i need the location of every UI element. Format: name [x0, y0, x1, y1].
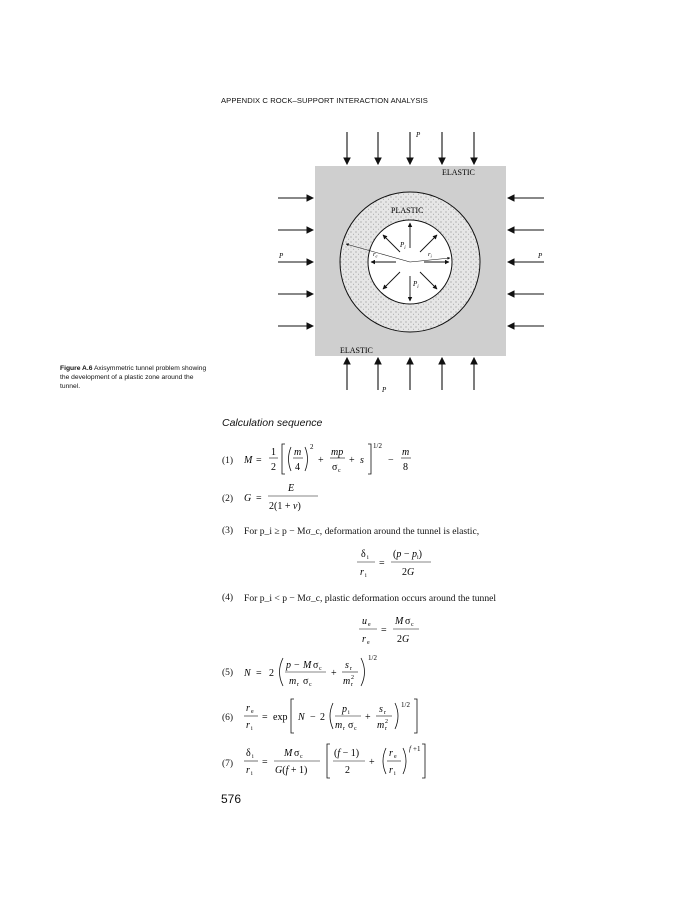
svg-text:mp: mp — [331, 447, 344, 458]
svg-text:=: = — [256, 668, 262, 679]
pi-label-top: $P_i$ — [400, 241, 406, 251]
right-load-arrows — [508, 198, 544, 326]
eq-2-formula — [244, 479, 324, 513]
svg-text:8: 8 — [403, 462, 408, 473]
eq-4-number: (4) — [222, 593, 234, 603]
svg-text:m: m — [335, 720, 343, 731]
svg-text:σ: σ — [332, 462, 338, 473]
svg-text:2: 2 — [310, 443, 314, 451]
svg-text:σ: σ — [294, 748, 300, 759]
eq-2-number: (2) — [222, 494, 234, 504]
eq-5-formula — [244, 650, 394, 690]
bottom-load-arrows — [347, 358, 474, 390]
svg-text:G(f + 1): G(f + 1) — [275, 765, 308, 776]
svg-text:M: M — [303, 660, 312, 671]
running-header: APPENDIX C ROCK–SUPPORT INTERACTION ANALYSIS — [221, 96, 428, 105]
svg-text:2G: 2G — [397, 634, 410, 645]
svg-text:−: − — [388, 455, 394, 466]
svg-text:i: i — [367, 555, 369, 561]
svg-text:2: 2 — [351, 675, 354, 681]
svg-text:M: M — [395, 616, 404, 627]
svg-text:r: r — [384, 710, 386, 716]
svg-text:δ: δ — [246, 748, 251, 759]
elastic-label-bottom: ELASTIC — [340, 346, 373, 355]
svg-text:r: r — [297, 682, 299, 688]
svg-text:=: = — [256, 493, 262, 504]
svg-text:m: m — [402, 447, 410, 458]
svg-text:u: u — [362, 616, 367, 627]
svg-text:σ: σ — [313, 660, 319, 671]
plastic-label: PLASTIC — [391, 206, 424, 215]
svg-text:=: = — [381, 625, 387, 636]
svg-text:=: = — [262, 757, 268, 768]
svg-text:e: e — [251, 709, 254, 715]
svg-text:1/2: 1/2 — [401, 701, 410, 709]
eq-1-number: (1) — [222, 456, 234, 466]
svg-text:(f − 1): (f − 1) — [334, 748, 360, 759]
svg-text:1/2: 1/2 — [373, 442, 382, 450]
re-label: $r_e$ — [373, 251, 378, 259]
svg-text:2(1 + ν): 2(1 + ν) — [269, 501, 301, 512]
svg-text:δ: δ — [361, 549, 366, 560]
p-label-top: P — [416, 131, 421, 139]
svg-text:r: r — [389, 765, 393, 776]
svg-text:r: r — [246, 703, 250, 714]
svg-text:r: r — [389, 748, 393, 759]
svg-text:2: 2 — [269, 668, 274, 679]
svg-text:−: − — [294, 660, 300, 671]
svg-text:m: m — [289, 676, 297, 687]
svg-text:c: c — [300, 754, 303, 760]
eq-4-formula — [357, 612, 437, 646]
left-load-arrows — [278, 198, 313, 326]
svg-text:+1: +1 — [413, 745, 421, 753]
svg-text:=: = — [262, 712, 268, 723]
svg-text:m: m — [294, 447, 302, 458]
svg-text:c: c — [309, 682, 312, 688]
svg-text:σ: σ — [348, 720, 354, 731]
page-number: 576 — [221, 792, 242, 806]
svg-text:=: = — [256, 455, 262, 466]
svg-text:exp: exp — [273, 712, 288, 723]
svg-text:r: r — [362, 634, 366, 645]
p-label-right: P — [538, 252, 543, 260]
svg-text:c: c — [411, 622, 414, 628]
eq-6-formula — [244, 695, 434, 737]
svg-text:r: r — [385, 726, 387, 732]
svg-text:c: c — [354, 726, 357, 732]
svg-text:s: s — [379, 704, 383, 715]
svg-text:M: M — [244, 455, 253, 466]
eq-5-number: (5) — [222, 668, 234, 678]
svg-text:2G: 2G — [402, 567, 415, 578]
figure-caption-text: Axisymmetric tunnel problem showing the development of a plastic zone around the tunnel. — [60, 365, 207, 391]
svg-text:m: m — [377, 720, 385, 731]
figure-number: Figure A.6 — [60, 365, 93, 372]
svg-text:4: 4 — [295, 462, 300, 473]
svg-text:+: + — [331, 668, 337, 679]
eq-3-formula — [355, 545, 435, 579]
svg-text:2: 2 — [271, 462, 276, 473]
svg-text:1: 1 — [271, 447, 276, 458]
svg-text:m: m — [343, 676, 351, 687]
svg-text:E: E — [288, 483, 295, 494]
svg-text:e: e — [394, 754, 397, 760]
svg-text:i: i — [365, 573, 367, 579]
svg-text:i: i — [251, 726, 253, 732]
svg-text:+: + — [349, 455, 355, 466]
tunnel-figure — [270, 126, 560, 396]
svg-text:f: f — [409, 745, 411, 753]
svg-text:e: e — [368, 622, 371, 628]
p-label-left: P — [279, 252, 284, 260]
svg-text:i: i — [252, 754, 254, 760]
figure-caption — [60, 364, 210, 392]
svg-text:2: 2 — [385, 719, 388, 725]
svg-text:r: r — [246, 720, 250, 731]
svg-text:2: 2 — [320, 712, 325, 723]
eq-7-number: (7) — [222, 759, 234, 769]
elastic-label-top: ELASTIC — [442, 168, 475, 177]
svg-text:i: i — [251, 771, 253, 777]
svg-text:i: i — [348, 710, 350, 716]
eq-1-formula — [244, 437, 424, 483]
svg-text:N: N — [298, 712, 305, 723]
svg-text:+: + — [365, 712, 371, 723]
svg-text:r: r — [351, 682, 353, 688]
svg-text:c: c — [338, 468, 341, 474]
eq-6-number: (6) — [222, 713, 234, 723]
svg-text:σ: σ — [303, 676, 309, 687]
svg-text:=: = — [379, 558, 385, 569]
svg-text:p: p — [286, 660, 291, 671]
svg-text:(p − pi): $(p - p_i)$ — [393, 549, 422, 561]
svg-text:r: r — [246, 765, 250, 776]
svg-text:M: M — [284, 748, 293, 759]
section-title: Calculation sequence — [222, 417, 323, 429]
svg-text:N: N — [244, 668, 251, 679]
svg-text:i: i — [394, 771, 396, 777]
svg-text:e: e — [367, 640, 370, 646]
svg-text:r: r — [350, 666, 352, 672]
svg-text:p: p — [342, 704, 347, 715]
top-load-arrows — [347, 132, 474, 164]
p-label-bottom: P — [382, 386, 387, 394]
pi-label-bottom: $P_i$ — [413, 280, 419, 290]
svg-text:+: + — [318, 455, 324, 466]
svg-text:s: s — [345, 660, 349, 671]
svg-text:G: G — [244, 493, 252, 504]
svg-text:c: c — [319, 666, 322, 672]
eq-3-number: (3) — [222, 526, 234, 536]
svg-text:r: r — [343, 726, 345, 732]
svg-text:−: − — [310, 712, 316, 723]
svg-text:s: s — [360, 455, 364, 466]
svg-text:r: r — [360, 567, 364, 578]
svg-text:1/2: 1/2 — [368, 654, 377, 662]
step-3-text: For p_i ≥ p − Mσ_c, deformation around the tunnel is elastic, — [244, 526, 480, 537]
svg-text:+: + — [369, 757, 375, 768]
step-4-text: For p_i < p − Mσ_c, plastic deformation occurs around the tunnel — [244, 593, 497, 604]
svg-text:2: 2 — [345, 765, 350, 776]
svg-text:σ: σ — [405, 616, 411, 627]
ri-label: $r_i$ — [428, 251, 432, 259]
eq-7-formula — [244, 740, 434, 782]
